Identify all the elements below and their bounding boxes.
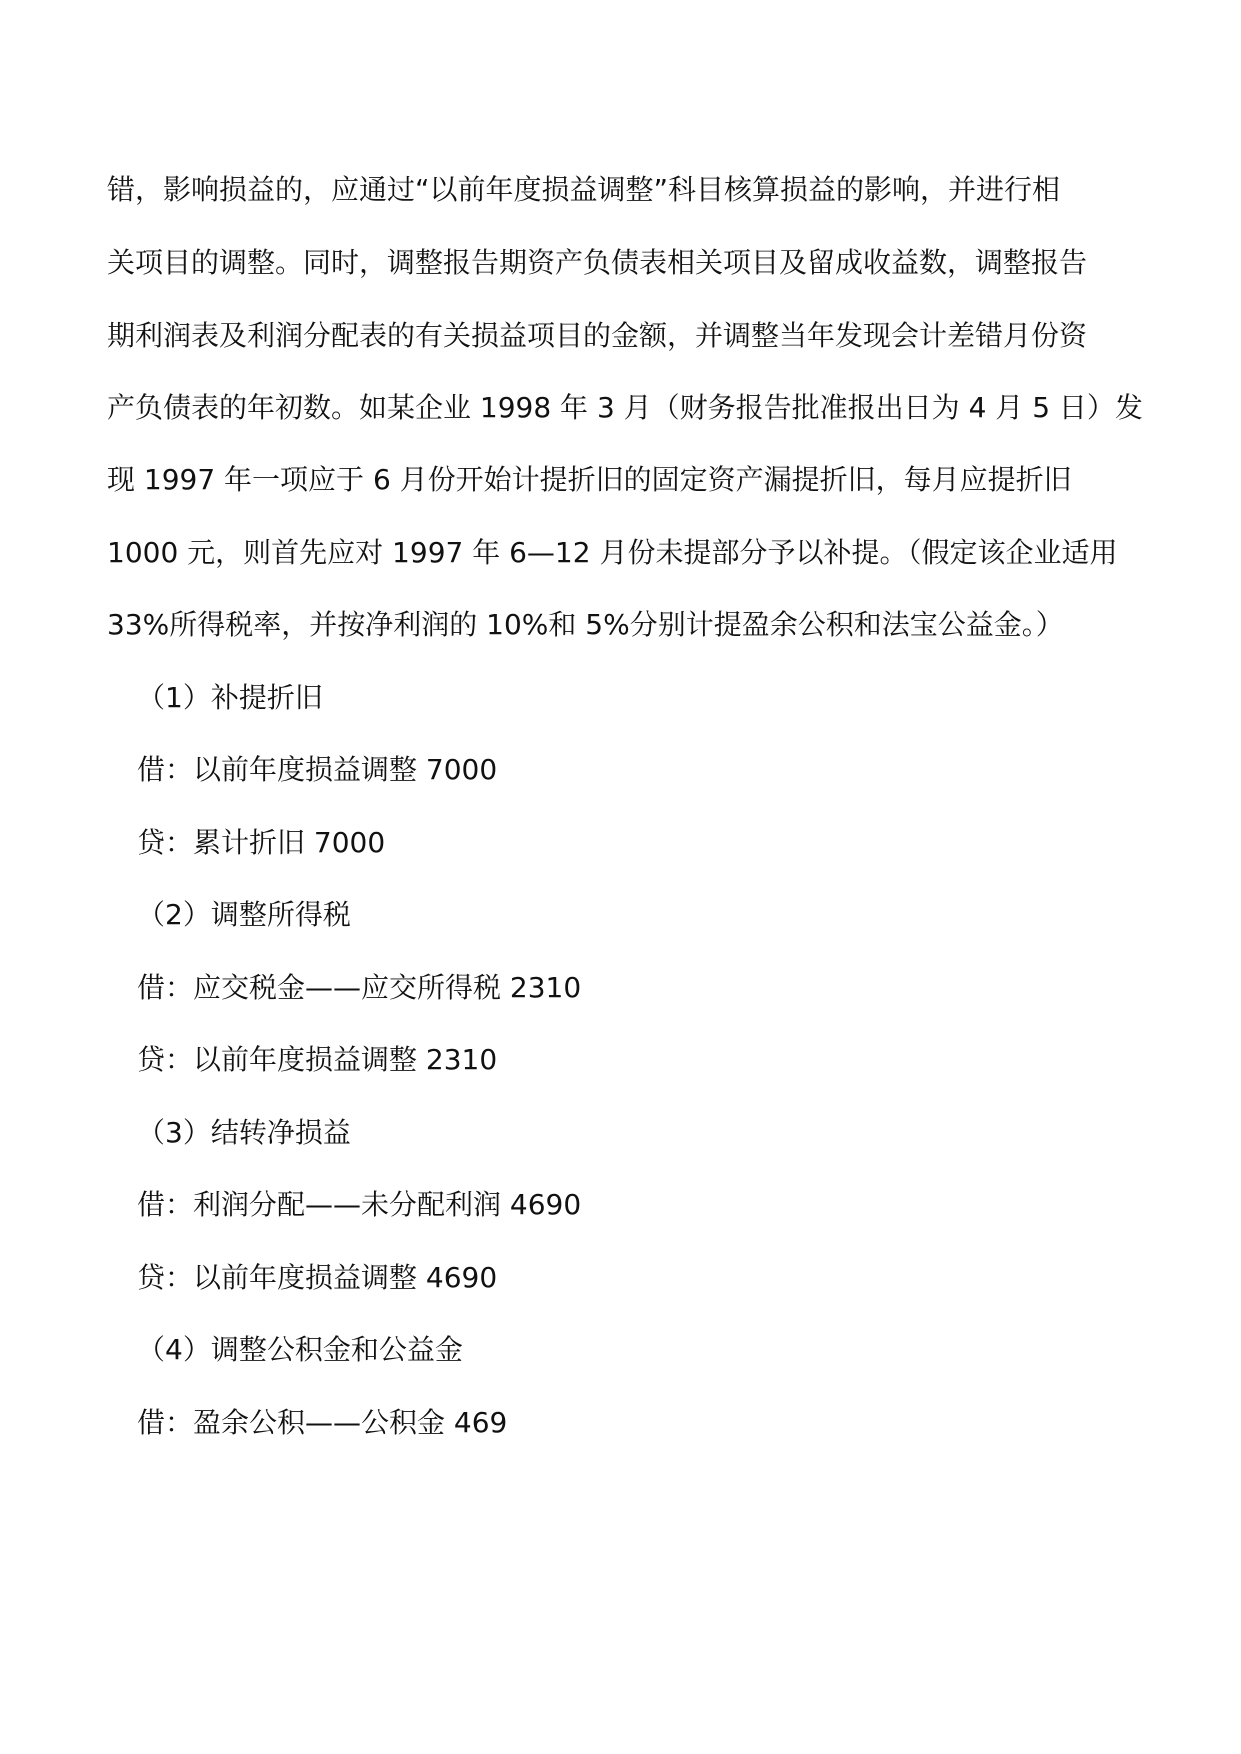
journal-entry-credit: 贷：以前年度损益调整 2310 — [137, 1043, 498, 1076]
journal-entry-debit: 借：盈余公积——公积金 469 — [137, 1406, 508, 1439]
paragraph-line-7: 33%所得税率，并按净利润的 10%和 5%分别计提盈余公积和法宝公益金。） — [107, 608, 1064, 641]
journal-entry-debit: 借：应交税金——应交所得税 2310 — [137, 971, 582, 1004]
journal-entry-credit: 贷：累计折旧 7000 — [137, 826, 386, 859]
journal-entry-debit: 借：利润分配——未分配利润 4690 — [137, 1188, 582, 1221]
journal-entry-debit: 借：以前年度损益调整 7000 — [137, 753, 498, 786]
paragraph-line-1: 错，影响损益的，应通过“以前年度损益调整”科目核算损益的影响，并进行相 — [107, 173, 1061, 206]
paragraph-line-3: 期利润表及利润分配表的有关损益项目的金额，并调整当年发现会计差错月份资 — [107, 319, 1088, 352]
paragraph-line-4: 产负债表的年初数。如某企业 1998 年 3 月（财务报告批准报出日为 4 月 5 日）发 — [107, 391, 1143, 424]
journal-entry-credit: 贷：以前年度损益调整 4690 — [137, 1261, 498, 1294]
paragraph-line-6: 1000 元，则首先应对 1997 年 6—12 月份未提部分予以补提。（假定该企业适用 — [107, 536, 1118, 569]
section-heading-4: （4）调整公积金和公益金 — [137, 1333, 463, 1366]
section-heading-1: （1）补提折旧 — [137, 681, 323, 714]
section-heading-2: （2）调整所得税 — [137, 898, 351, 931]
paragraph-line-5: 现 1997 年一项应于 6 月份开始计提折旧的固定资产漏提折旧，每月应提折旧 — [107, 463, 1072, 496]
paragraph-line-2: 关项目的调整。同时，调整报告期资产负债表相关项目及留成收益数，调整报告 — [107, 246, 1088, 279]
section-heading-3: （3）结转净损益 — [137, 1116, 351, 1149]
